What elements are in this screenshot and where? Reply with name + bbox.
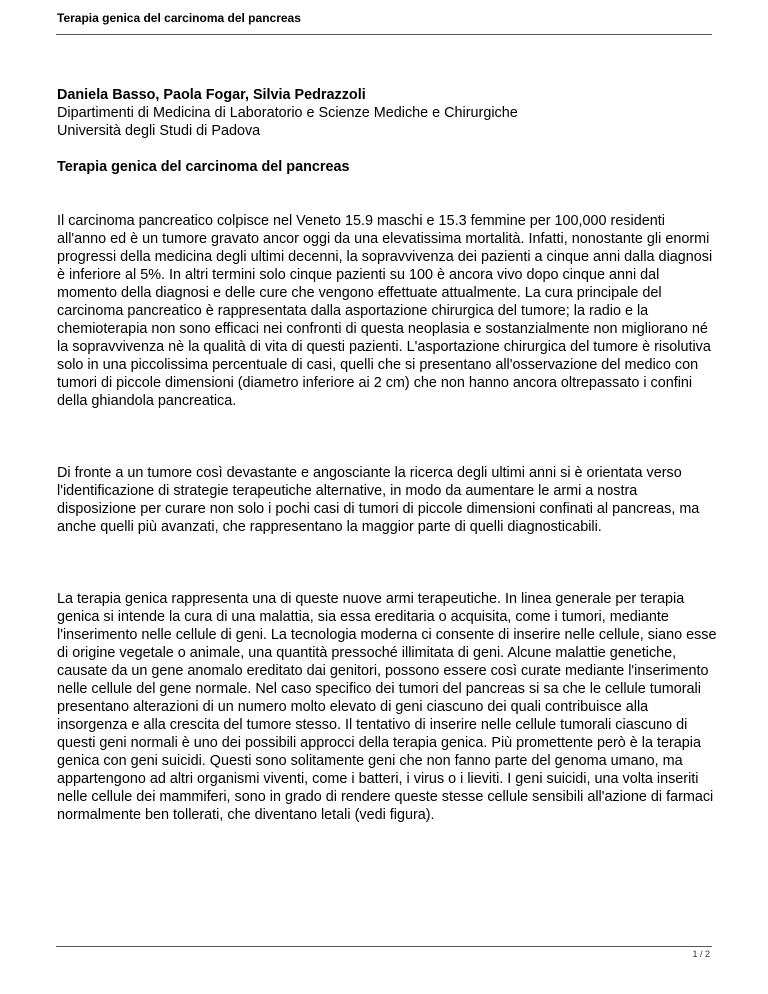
paragraph-1: Il carcinoma pancreatico colpisce nel Veneto 15.9 maschi e 15.3 femmine per 100,000 residenti all'anno ed è un tumore gravato ancor oggi da una elevatissima mortalità. Infatti, nonostante gli enormi progressi della medicina degli ultimi decenni, la sopravvivenza dei pazienti a cinque anni dalla diagnosi è inferiore al 5%. In altri termini solo cinque pazienti su 100 è ancora vivo dopo cinque anni dal momento della diagnosi e delle cure che vengono effettuate attualmente. La cura principale del carcinoma pancreatico è rappresentata dalla asportazione chirurgica del tumore; la radio e la chemioterapia non sono efficaci nei confronti di questa neoplasia e sostanzialmente non migliorano né la sopravvivenza nè la qualità di vita di questi pazienti. L'asportazione chirurgica del tumore è risolutiva solo in una piccolissima percentuale di casi, quelli che si presentano all'osservazione del medico con tumori di piccole dimensioni (diametro inferiore ai 2 cm) che non hanno ancora oltrepassato i confini della ghiandola pancreatica. [57,213,713,409]
running-header-title: Terapia genica del carcinoma del pancreas [57,11,301,25]
footer-divider [56,946,712,947]
article-department: Dipartimenti di Medicina di Laboratorio e Scienze Mediche e Chirurgiche [57,105,518,121]
article-authors: Daniela Basso, Paola Fogar, Silvia Pedrazzoli [57,87,366,103]
article-body [57,86,717,824]
article-title: Terapia genica del carcinoma del pancreas [57,159,350,175]
paragraph-3: La terapia genica rappresenta una di queste nuove armi terapeutiche. In linea generale per terapia genica si intende la cura di una malattia, sia essa ereditaria o acquisita, come i tumori, mediante l'inserimento nelle cellule di geni. La tecnologia moderna ci consente di inserire nelle cellule, siano esse di origine vegetale o animale, una quantità pressoché illimitata di geni. Alcune malattie genetiche, causate da un gene anomalo ereditato dai genitori, possono essere così curate mediante l'inserimento nelle cellule del gene normale. Nel caso specifico dei tumori del pancreas si sa che le cellule tumorali presentano alterazioni di un numero molto elevato di geni ciascuno dei quali contribuisce alla insorgenza e alla crescita del tumore stesso. Il tentativo di inserire nelle cellule tumorali ciascuno di questi geni normali è uno dei possibili approcci della terapia genica. Più promettente però è la terapia genica con geni suicidi. Questi sono solitamente geni che non fanno parte del genoma umano, ma appartengono ad altri organismi viventi, come i batteri, i virus o i lieviti. I geni suicidi, una volta inseriti nelle cellule dei mammiferi, sono in grado di rendere queste stesse cellule sensibili all'azione di farmaci normalmente ben tollerati, che diventano letali (vedi figura). [57,591,717,823]
header-divider [56,34,712,35]
page-number: 1 / 2 [692,949,710,959]
paragraph-2: Di fronte a un tumore così devastante e angosciante la ricerca degli ultimi anni si è orientata verso l'identificazione di strategie terapeutiche alternative, in modo da aumentare le armi a nostra disposizione per curare non solo i pochi casi di tumori di piccole dimensioni confinati al pancreas, ma anche quelli più avanzati, che rappresentano la maggior parte di quelli diagnosticabili. [57,465,700,535]
article-university: Università degli Studi di Padova [57,123,261,139]
